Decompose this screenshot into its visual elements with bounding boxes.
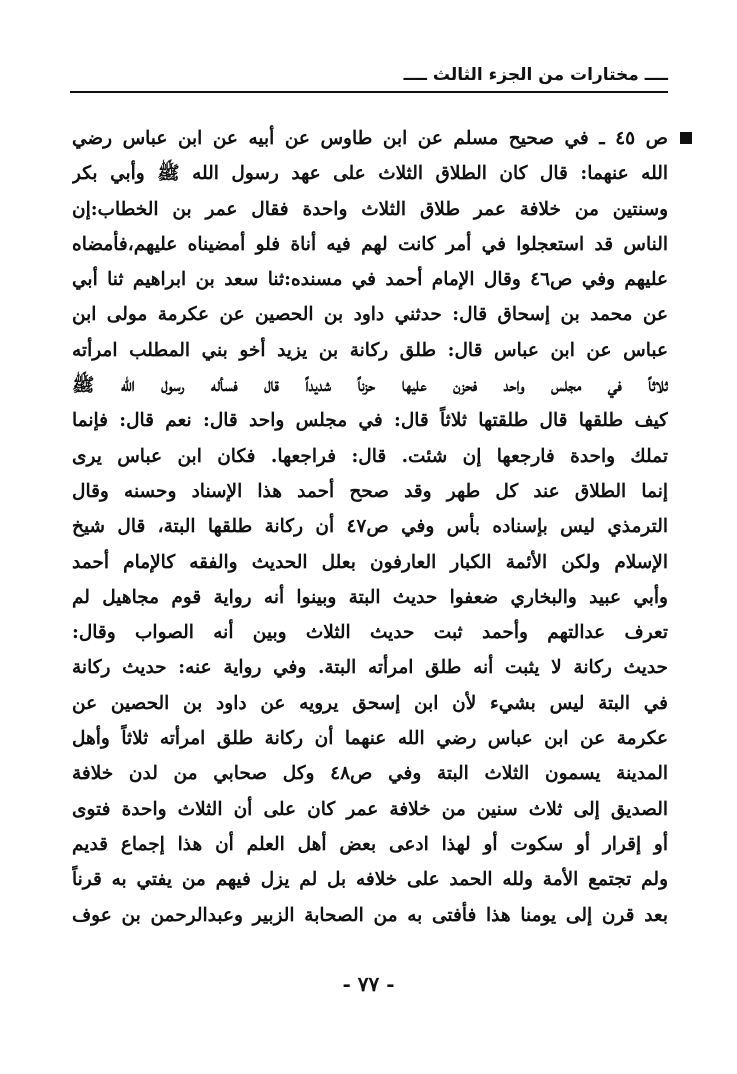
text-line: تملك واحدة فارجعها إن شئت. قال: فراجعها. فكان ابن عباس يرى [72, 445, 668, 467]
header-rule [70, 91, 668, 93]
text-line: تعرف عدالتهم وأحمد ثبت حديث الثلاث وبين أنه الصواب وقال: [72, 622, 668, 644]
text-line: الناس قد استعجلوا في أمر كانت لهم فيه أناة فلو أمضيناه عليهم،فأمضاه [72, 233, 668, 255]
text-line: حديث ركانة لا يثبت أنه طلق امرأته البتة. وفي رواية عنه: حديث ركانة [72, 657, 668, 679]
square-bullet-icon [680, 132, 692, 144]
text-line: ثلاثاً في مجلس واحد فحزن عليها حزناً شديداً قال فسأله رسول الله ﷺ [72, 375, 668, 397]
text-line: في البتة ليس بشيء لأن ابن إسحق يرويه عن داود بن الحصين عن [72, 692, 668, 714]
body-text [72, 121, 668, 933]
text-line: الترمذي ليس بإسناده بأس وفي ص٤٧ أن ركانة طلقها البتة، قال شيخ [72, 516, 668, 538]
running-header [70, 60, 668, 94]
text-line: الله عنهما: قال كان الطلاق الثلاث على عهد رسول الله ﷺ وأبي بكر [72, 163, 668, 185]
text-line: المدينة يسمون الثلاث البتة وفي ص٤٨ وكل صحابي من لدن خلافة [72, 763, 668, 785]
text-line: عكرمة عن ابن عباس رضي الله عنهما أن ركانة طلق امرأته ثلاثاً وأهل [72, 728, 668, 750]
text-line: الصديق إلى ثلاث سنين من خلافة عمر كان على أن الثلاث واحدة فتوى [72, 798, 668, 820]
header-title: ــــ مختارات من الجزء الثالث ــــ [394, 60, 668, 90]
text-line: كيف طلقها قال طلقتها ثلاثاً قال: في مجلس واحد قال: نعم قال: فإنما [72, 410, 668, 432]
text-line: إنما الطلاق عند كل طهر وقد صحح أحمد هذا الإسناد وحسنه وقال [72, 480, 668, 502]
text-line: عباس عن ابن عباس قال: طلق ركانة بن يزيد أخو بني المطلب امرأته [72, 339, 668, 361]
text-line: ولم تجتمع الأمة ولله الحمد على خلافه بل لم يزل فيهم من يفتي به قرناً [72, 869, 668, 891]
text-line: وأبي عبيد والبخاري ضعفوا حديث البتة وبينوا أنه رواية قوم مجاهيل لم [72, 586, 668, 608]
text-line: ص ٤٥ ـ في صحيح مسلم عن ابن طاوس عن أبيه عن ابن عباس رضي [72, 128, 668, 149]
text-line: الإسلام ولكن الأئمة الكبار العارفون بعلل الحديث والفقه كالإمام أحمد [72, 551, 668, 573]
text-line: عن محمد بن إسحاق قال: حدثني داود بن الحصين عن عكرمة مولى ابن [72, 304, 668, 326]
text-line: عليهم وفي ص٤٦ وقال الإمام أحمد في مسنده:ثنا سعد بن ابراهيم ثنا أبي [72, 269, 668, 291]
text-line: أو إقرار أو سكوت أو لهذا ادعى بعض أهل العلم أن هذا إجماع قديم [72, 833, 668, 855]
text-line: وسنتين من خلافة عمر طلاق الثلاث واحدة فقال عمر بن الخطاب:إن [72, 198, 668, 220]
page-number: - ٧٧ - [342, 972, 395, 996]
text-line: بعد قرن إلى يومنا هذا فأفتى به من الصحابة الزبير وعبدالرحمن بن عوف [72, 904, 668, 926]
